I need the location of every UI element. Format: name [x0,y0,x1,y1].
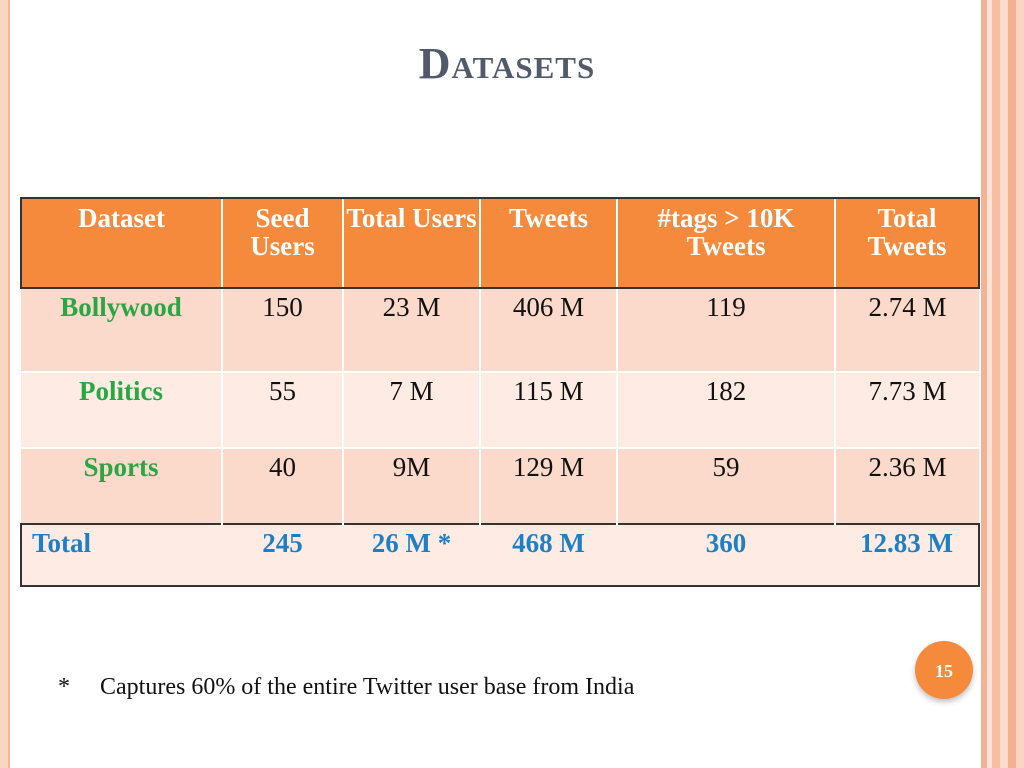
table-row [21,448,979,524]
total-total-tweets: 12.83 M [835,524,979,586]
total-total-users: 26 M * [343,524,480,586]
table-row [21,288,979,372]
right-border-decoration [978,0,1024,768]
slide-title: Datasets [418,39,596,88]
cell-total-users: 9M [343,448,480,524]
page-number-badge: 15 [915,641,973,699]
cell-tags: 119 [617,288,835,372]
total-tweets: 468 M [480,524,617,586]
table-total-row [21,524,979,586]
cell-seed-users: 40 [222,448,343,524]
footnote [58,674,634,701]
header-tweets: Tweets [480,198,617,288]
footnote-marker: * [58,674,70,700]
cell-total-tweets: 2.36 M [835,448,979,524]
header-total-tweets: Total Tweets [835,198,979,288]
cell-seed-users: 150 [222,288,343,372]
left-border-decoration [0,0,8,768]
cell-tags: 182 [617,372,835,448]
cell-total-tweets: 7.73 M [835,372,979,448]
total-tags: 360 [617,524,835,586]
cell-dataset: Sports [21,448,222,524]
footnote-text: Captures 60% of the entire Twitter user base from India [100,674,635,700]
header-seed-users: Seed Users [222,198,343,288]
cell-total-users: 7 M [343,372,480,448]
cell-total-tweets: 2.74 M [835,288,979,372]
table-header-row [21,198,979,288]
header-tags: #tags > 10K Tweets [617,198,835,288]
total-label: Total [21,524,222,586]
cell-tweets: 406 M [480,288,617,372]
header-dataset: Dataset [21,198,222,288]
cell-dataset: Politics [21,372,222,448]
table-row [21,372,979,448]
cell-tweets: 129 M [480,448,617,524]
cell-tags: 59 [617,448,835,524]
cell-dataset: Bollywood [21,288,222,372]
cell-tweets: 115 M [480,372,617,448]
header-total-users: Total Users [343,198,480,288]
cell-total-users: 23 M [343,288,480,372]
cell-seed-users: 55 [222,372,343,448]
total-seed-users: 245 [222,524,343,586]
datasets-table [20,197,980,587]
